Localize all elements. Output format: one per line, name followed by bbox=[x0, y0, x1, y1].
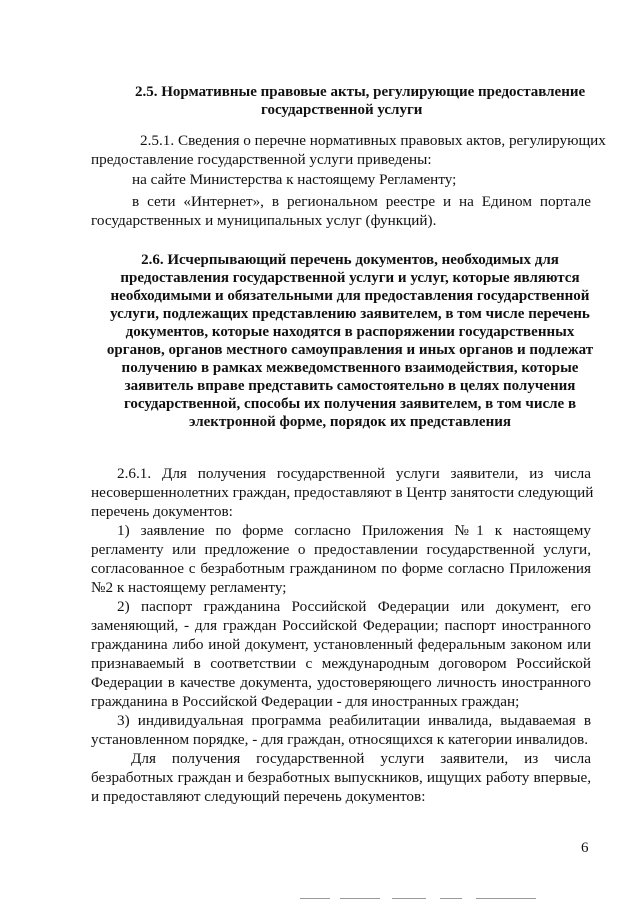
scan-artifact bbox=[300, 898, 330, 899]
paragraph-2-5-1-line-2: предоставление государственной услуги приведены: bbox=[91, 151, 432, 168]
list-item-2-line-5: Федерации в качестве документа, удостоверяющего личность иностранного bbox=[91, 674, 591, 691]
paragraph-unemployed-line-3: и предоставляют следующий перечень документов: bbox=[91, 788, 426, 805]
scan-artifact bbox=[476, 898, 536, 899]
list-item-3-line-1: 3) индивидуальная программа реабилитации инвалида, выдаваемая в bbox=[117, 712, 591, 729]
scan-artifact bbox=[340, 898, 380, 899]
section-2-6-heading-line-3: необходимыми и обязательными для предоставления государственной bbox=[110, 288, 590, 304]
list-item-2-line-4: признаваемый в соответствии с международным договором Российской bbox=[91, 655, 591, 672]
paragraph-2-6-1-line-3: перечень документов: bbox=[91, 503, 233, 520]
scan-artifact bbox=[392, 898, 426, 899]
paragraph-internet-line-2: государственных и муниципальных услуг (функций). bbox=[91, 212, 437, 229]
section-2-6-heading-line-10: электронной форме, порядок их представления bbox=[189, 414, 511, 430]
section-2-6-heading-line-5: документов, которые находятся в распоряжении государственных bbox=[125, 324, 575, 340]
section-2-5-heading-line-2: государственной услуги bbox=[261, 102, 423, 118]
section-2-6-heading-line-4: услуги, подлежащих представлению заявителем, в том числе перечень bbox=[110, 306, 590, 322]
paragraph-unemployed-line-1: Для получения государственной услуги заявители, из числа bbox=[131, 750, 591, 767]
list-item-2-line-2: заменяющий, - для граждан Российской Федерации; паспорт иностранного bbox=[91, 617, 591, 634]
section-2-6-heading-line-7: получению в рамках межведомственного взаимодействия, которые bbox=[121, 360, 579, 376]
paragraph-unemployed-line-2: безработных граждан и безработных выпускников, ищущих работу впервые, bbox=[91, 769, 591, 786]
scan-artifact bbox=[440, 898, 462, 899]
section-2-6-heading-line-2: предоставления государственной услуги и услуг, которые являются bbox=[120, 270, 580, 286]
list-item-2-line-1: 2) паспорт гражданина Российской Федерации или документ, его bbox=[117, 598, 591, 615]
paragraph-2-6-1-line-2: несовершеннолетних граждан, предоставляют в Центр занятости следующий bbox=[91, 484, 594, 501]
paragraph-internet-line-1: в сети «Интернет», в региональном реестре и на Едином портале bbox=[132, 193, 591, 210]
paragraph-2-5-1-line-1: 2.5.1. Сведения о перечне нормативных правовых актов, регулирующих bbox=[140, 132, 606, 149]
list-item-2-line-6: гражданина в Российской Федерации - для иностранных граждан; bbox=[91, 693, 520, 710]
list-item-2-line-3: гражданина либо иной документ, установленный федеральным законом или bbox=[91, 636, 591, 653]
paragraph-2-6-1-line-1: 2.6.1. Для получения государственной услуги заявители, из числа bbox=[117, 465, 591, 482]
page-number: 6 bbox=[581, 840, 589, 856]
paragraph-ministry-site: на сайте Министерства к настоящему Регламенту; bbox=[132, 171, 457, 188]
list-item-1-line-3: согласованное с безработным гражданином по форме согласно Приложения bbox=[91, 560, 591, 577]
list-item-3-line-2: установленном порядке, - для граждан, относящихся к категории инвалидов. bbox=[91, 731, 589, 748]
section-2-6-heading-line-9: государственной, способы их получения заявителем, в том числе в bbox=[123, 396, 577, 412]
section-2-5-heading-line-1: 2.5. Нормативные правовые акты, регулирующие предоставление bbox=[135, 84, 586, 100]
list-item-1-line-4: №2 к настоящему регламенту; bbox=[91, 579, 287, 596]
section-2-6-heading-line-1: 2.6. Исчерпывающий перечень документов, необходимых для bbox=[141, 252, 559, 268]
list-item-1-line-2: регламенту или предложение о предоставлении государственной услуги, bbox=[91, 541, 591, 558]
section-2-6-heading-line-8: заявитель вправе представить самостоятельно в целях получения bbox=[124, 378, 576, 394]
list-item-1-line-1: 1) заявление по форме согласно Приложения №1 к настоящему bbox=[117, 522, 591, 539]
section-2-6-heading-line-6: органов, органов местного самоуправления и иных органов и подлежат bbox=[106, 342, 594, 358]
